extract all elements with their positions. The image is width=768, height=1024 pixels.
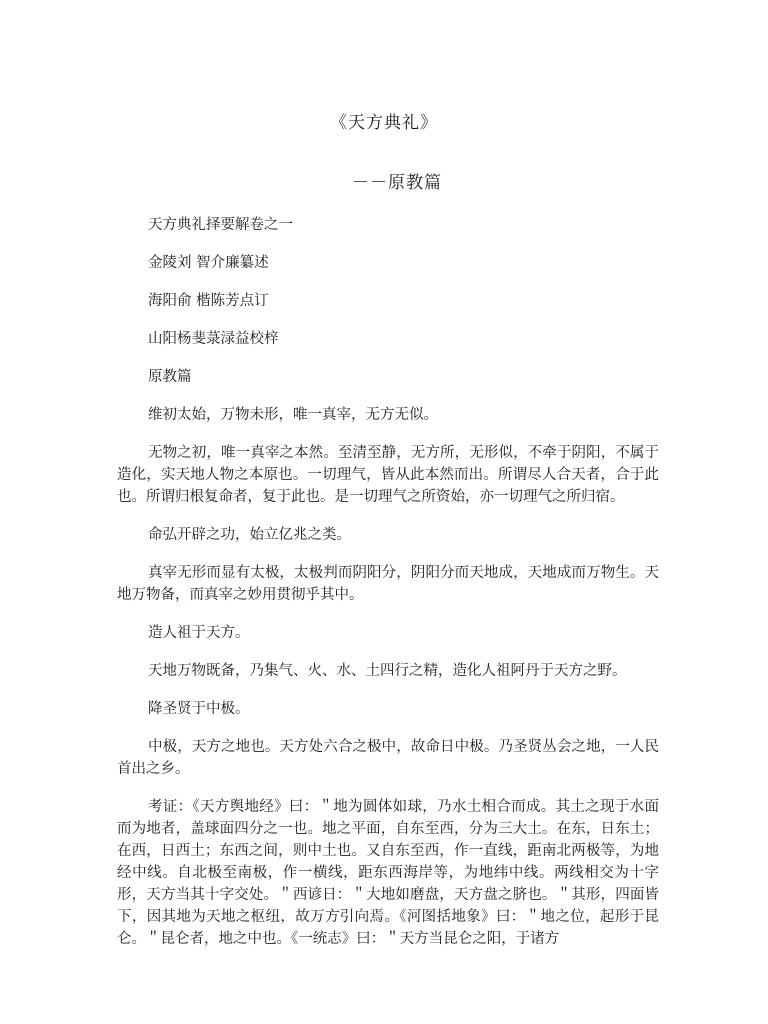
- document-title: 《天方典礼》: [330, 113, 438, 133]
- paragraph: 天方典礼择要解卷之一: [148, 217, 293, 233]
- paragraph: 金陵刘 智介廉纂述: [148, 255, 269, 271]
- paragraph: 天地万物既备，乃集气、火、水、土四行之精，造化人祖阿丹于天方之野。: [148, 663, 627, 679]
- paragraph: 中极，天方之地也。天方处六合之极中，故命日中极。乃圣贤丛会之地，一人民首出之乡。: [117, 739, 659, 777]
- paragraph: 考证：《天方舆地经》曰：＂地为圆体如球，乃水土相合而成。其土之现于水面而为地者，盖球面四分之一也。地之平面，自东至西，分为三大土。在东，日东土；在西，日西土；东西之间，则中土也。又自东至西，作一直线，距南北两极等，为地经中线。自北极至南极，作一横线，距东西海岸等，为地纬中线。两线相交为十字形，天方当其十字交处。＂西谚日：＂大地如磨盘，天方盘之脐也。＂其形，四面皆下，因其地为天地之枢纽，故万方引向焉。《河图括地象》曰：＂地之位，起形于昆仑。＂昆仑者，地之中也。《一统志》曰：＂天方当昆仑之阳，于诸方: [117, 799, 659, 947]
- paragraph: 原教篇: [148, 369, 192, 385]
- paragraph: 无物之初，唯一真宰之本然。至清至静，无方所，无形似，不牵于阴阳，不属于造化，实天地人物之本原也。一切理气，皆从此本然而出。所谓尽人合天者，合于此也。所谓归根复命者，复于此也。是一切理气之所资始，亦一切理气之所归宿。: [117, 445, 659, 505]
- document-subtitle: －－原教篇: [352, 173, 442, 193]
- paragraph: 海阳俞 楷陈芳点订: [148, 293, 269, 309]
- document-body: [117, 214, 659, 966]
- paragraph: 山阳杨斐菉渌益校梓: [148, 331, 279, 347]
- paragraph: 降圣贤于中极。: [148, 701, 250, 717]
- paragraph: 真宰无形而显有太极，太极判而阴阳分，阴阳分而天地成，天地成而万物生。天地万物备，而真宰之妙用贯彻乎其中。: [117, 565, 659, 603]
- paragraph: 造人祖于天方。: [148, 625, 250, 641]
- paragraph: 维初太始，万物未形，唯一真宰，无方无似。: [148, 407, 438, 423]
- paragraph: 命弘开辟之功，始立亿兆之类。: [148, 527, 351, 543]
